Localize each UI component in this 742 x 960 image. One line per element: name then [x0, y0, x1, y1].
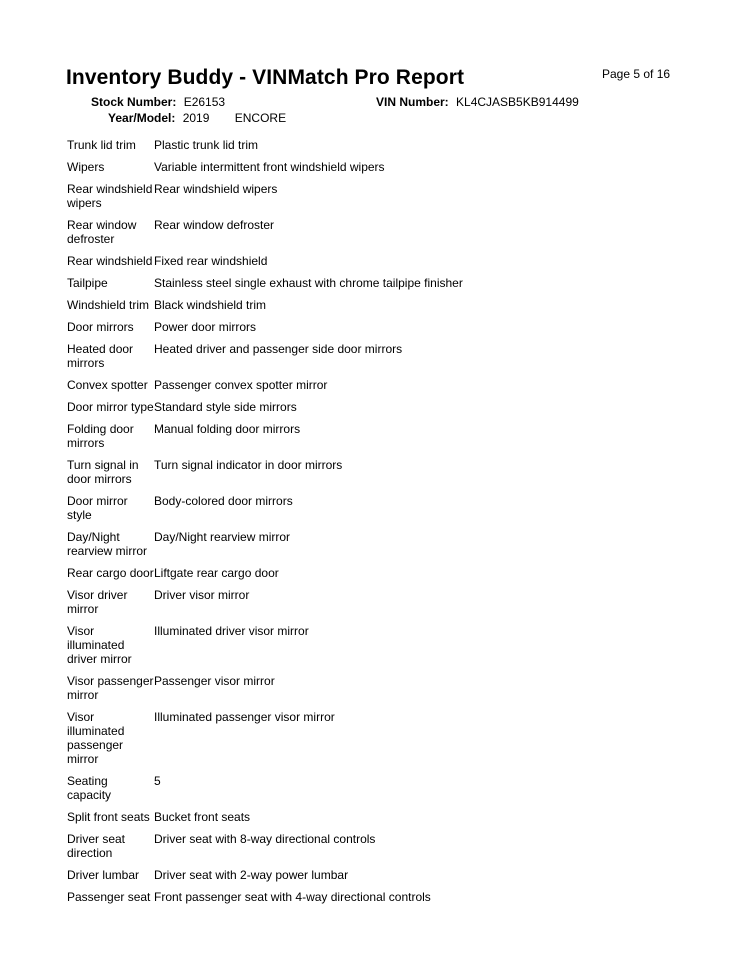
spec-row — [67, 454, 537, 490]
spec-value: Fixed rear windshield — [154, 254, 268, 268]
spec-value: Turn signal indicator in door mirrors — [154, 458, 343, 472]
spec-table — [67, 134, 537, 908]
spec-value: Manual folding door mirrors — [154, 422, 301, 436]
spec-row — [67, 272, 537, 294]
spec-row — [67, 418, 537, 454]
model-value: ENCORE — [234, 111, 287, 125]
spec-row — [67, 374, 537, 396]
spec-value: Variable intermittent front windshield wipers — [154, 160, 385, 174]
spec-label: Wipers — [67, 160, 105, 174]
spec-value: Rear windshield wipers — [154, 182, 278, 196]
vin-number-label: VIN Number: — [376, 95, 449, 109]
spec-row — [67, 316, 537, 338]
stock-number-value: E26153 — [183, 95, 226, 109]
spec-value: Standard style side mirrors — [154, 400, 297, 414]
spec-label: Convex spotter — [67, 378, 148, 392]
spec-value: Driver seat with 2-way power lumbar — [154, 868, 349, 882]
spec-label: Rear windshield wipers — [67, 182, 153, 210]
spec-row — [67, 250, 537, 272]
spec-value: Front passenger seat with 4-way directional controls — [154, 890, 431, 904]
year-model-label: Year/Model: — [108, 111, 176, 125]
spec-label: Heated door mirrors — [67, 342, 134, 370]
spec-row — [67, 584, 537, 620]
spec-label: Visor driver mirror — [67, 588, 128, 616]
spec-value: Power door mirrors — [154, 320, 257, 334]
spec-row — [67, 562, 537, 584]
spec-value: Liftgate rear cargo door — [154, 566, 279, 580]
spec-row — [67, 864, 537, 886]
spec-value: Driver seat with 8-way directional controls — [154, 832, 376, 846]
spec-label: Driver lumbar — [67, 868, 140, 882]
spec-value: Plastic trunk lid trim — [154, 138, 259, 152]
spec-row — [67, 178, 537, 214]
stock-number-row — [91, 95, 225, 109]
spec-value: Black windshield trim — [154, 298, 267, 312]
page-number: Page 5 of 16 — [602, 67, 671, 81]
spec-row — [67, 156, 537, 178]
spec-value: Passenger convex spotter mirror — [154, 378, 328, 392]
spec-value: Day/Night rearview mirror — [154, 530, 291, 544]
spec-row — [67, 806, 537, 828]
spec-row — [67, 828, 537, 864]
spec-value: Passenger visor mirror — [154, 674, 275, 688]
spec-label: Tailpipe — [67, 276, 108, 290]
spec-row — [67, 214, 537, 250]
spec-row — [67, 338, 537, 374]
spec-label: Passenger seat — [67, 890, 151, 904]
spec-label: Rear cargo door — [67, 566, 154, 580]
year-value: 2019 — [182, 111, 210, 125]
spec-label: Seating capacity — [67, 774, 112, 802]
spec-label: Rear window defroster — [67, 218, 137, 246]
spec-label: Day/Night rearview mirror — [67, 530, 148, 558]
vin-number-value: KL4CJASB5KB914499 — [456, 95, 579, 109]
vin-number-row — [376, 95, 579, 109]
spec-row — [67, 620, 537, 670]
spec-value: Body-colored door mirrors — [154, 494, 293, 508]
spec-row — [67, 706, 537, 770]
spec-label: Door mirror type — [67, 400, 154, 414]
spec-value: Illuminated passenger visor mirror — [154, 710, 335, 724]
spec-label: Door mirror style — [67, 494, 128, 522]
spec-label: Trunk lid trim — [67, 138, 136, 152]
spec-value: Illuminated driver visor mirror — [154, 624, 309, 638]
spec-row — [67, 294, 537, 316]
spec-table-body — [67, 134, 537, 908]
spec-label: Visor illuminated passenger mirror — [67, 710, 125, 766]
spec-label: Folding door mirrors — [67, 422, 134, 450]
spec-row — [67, 490, 537, 526]
year-model-row — [108, 111, 286, 125]
spec-label: Visor passenger mirror — [67, 674, 154, 702]
spec-label: Door mirrors — [67, 320, 134, 334]
spec-row — [67, 134, 537, 156]
spec-row — [67, 396, 537, 418]
spec-label: Rear windshield — [67, 254, 153, 268]
spec-row — [67, 670, 537, 706]
spec-label: Driver seat direction — [67, 832, 126, 860]
spec-value: Driver visor mirror — [154, 588, 250, 602]
spec-row — [67, 770, 537, 806]
spec-value: 5 — [154, 774, 161, 788]
spec-value: Rear window defroster — [154, 218, 275, 232]
spec-label: Visor illuminated driver mirror — [67, 624, 132, 666]
spec-row — [67, 886, 537, 908]
spec-label: Split front seats — [67, 810, 150, 824]
spec-value: Heated driver and passenger side door mirrors — [154, 342, 403, 356]
spec-value: Bucket front seats — [154, 810, 251, 824]
spec-label: Turn signal in door mirrors — [67, 458, 139, 486]
stock-number-label: Stock Number: — [91, 95, 177, 109]
report-title: Inventory Buddy - VINMatch Pro Report — [66, 66, 465, 89]
spec-label: Windshield trim — [67, 298, 150, 312]
spec-value: Stainless steel single exhaust with chrome tailpipe finisher — [154, 276, 463, 290]
spec-row — [67, 526, 537, 562]
